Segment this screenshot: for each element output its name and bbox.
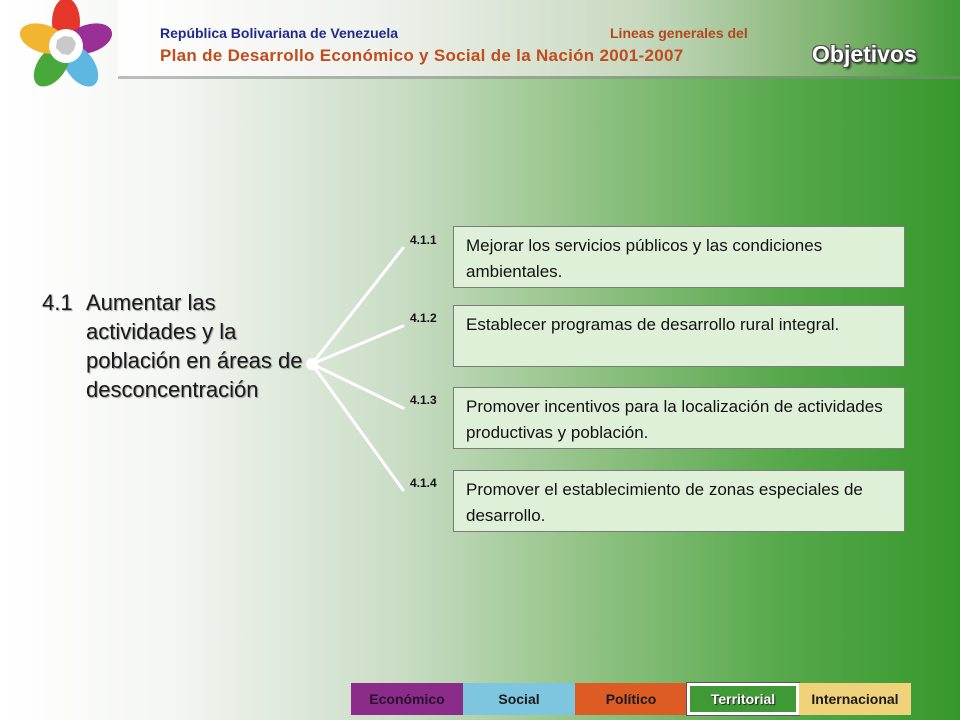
tab-economico[interactable]: Económico bbox=[351, 683, 463, 715]
item-code: 4.1.2 bbox=[410, 311, 437, 325]
tab-social[interactable]: Social bbox=[463, 683, 575, 715]
item-code: 4.1.4 bbox=[410, 476, 437, 490]
item-box bbox=[453, 470, 905, 532]
tab-internacional[interactable]: Internacional bbox=[799, 683, 911, 715]
item-box bbox=[453, 387, 905, 449]
item-box bbox=[453, 226, 905, 288]
objective-number: 4.1 bbox=[42, 290, 73, 315]
tab-territorial[interactable]: Territorial bbox=[687, 683, 799, 715]
item-text: Establecer programas de desarrollo rural integral. bbox=[466, 315, 840, 334]
item-text: Promover el establecimiento de zonas especiales de desarrollo. bbox=[466, 480, 863, 525]
section-tabs bbox=[351, 683, 911, 715]
item-code: 4.1.3 bbox=[410, 393, 437, 407]
section-title: Objetivos bbox=[812, 41, 917, 67]
item-code: 4.1.1 bbox=[410, 233, 437, 247]
lineas-generales-label: Lineas generales del bbox=[610, 25, 748, 41]
objective-title: Aumentar las actividades y la población en áreas de desconcentración bbox=[86, 290, 303, 402]
item-text: Promover incentivos para la localización de actividades productivas y población. bbox=[466, 397, 883, 442]
tab-politico[interactable]: Político bbox=[575, 683, 687, 715]
plan-title: Plan de Desarrollo Económico y Social de la Nación 2001-2007 bbox=[160, 46, 684, 65]
item-box bbox=[453, 305, 905, 367]
item-text: Mejorar los servicios públicos y las condiciones ambientales. bbox=[466, 236, 823, 281]
republic-title: República Bolivariana de Venezuela bbox=[160, 25, 399, 41]
